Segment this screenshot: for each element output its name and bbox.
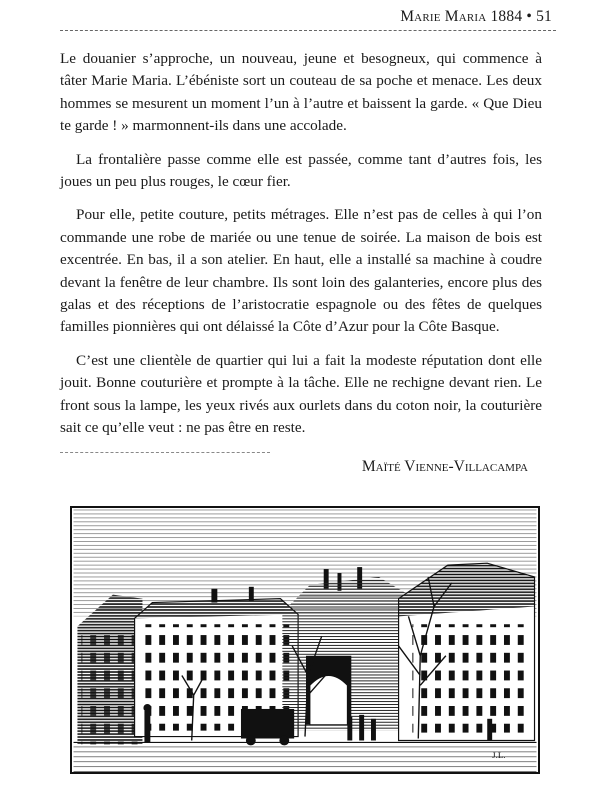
body-text xyxy=(60,48,542,451)
paragraph: Pour elle, petite couture, petits métrages. Elle n’est pas de celles à qui l’on commande une robe de mariée ou une tenue de soirée. La maison de bois est excentrée. En bas, il a son atelier. En haut, elle a installé sa machine à coudre devant la fenêtre de leur chambre. Ils sont loin des galanteries, encore plus des galas et des réceptions de l’aristocratie espagnole ou des fêtes de quelques familles pionnières qui ont délaissé la Côte d’Azur pour la Côte Basque. xyxy=(60,206,542,336)
running-head-title: Marie Maria xyxy=(400,8,487,25)
paragraph: Le douanier s’approche, un nouveau, jeune et besogneux, qui commence à tâter Marie Maria. L’ébéniste sort un couteau de sa poche et menace. Les deux hommes se mesurent un moment l’un à l’autre et baissent la garde. « Que Dieu te garde ! » marmonnent-ils dans une accolade. xyxy=(60,50,542,135)
paragraph: La frontalière passe comme elle est passée, comme tant d’autres fois, les joues un peu plus rouges, le cœur fier. xyxy=(60,150,542,191)
section-rule xyxy=(60,452,270,453)
author-signature: Maïté Vienne-Villacampa xyxy=(361,458,528,475)
running-head-bullet: • xyxy=(526,8,533,25)
header-rule xyxy=(60,30,556,31)
street-engraving-illustration xyxy=(70,506,540,774)
running-head-year: 1884 xyxy=(490,8,523,25)
engraving-svg xyxy=(72,508,538,772)
page-number: 51 xyxy=(536,8,552,25)
running-head xyxy=(400,8,552,26)
engraver-signature: J.L. xyxy=(492,750,506,761)
paragraph: C’est une clientèle de quartier qui lui a fait la modeste réputation dont elle jouit. Bonne couturière et prompte à la tâche. Elle ne rechigne devant rien. Le front sous la lampe, les yeux rivés aux ourlets dans du coton noir, la couturière sait ce qu’elle veut : ne pas être en reste. xyxy=(60,351,542,437)
